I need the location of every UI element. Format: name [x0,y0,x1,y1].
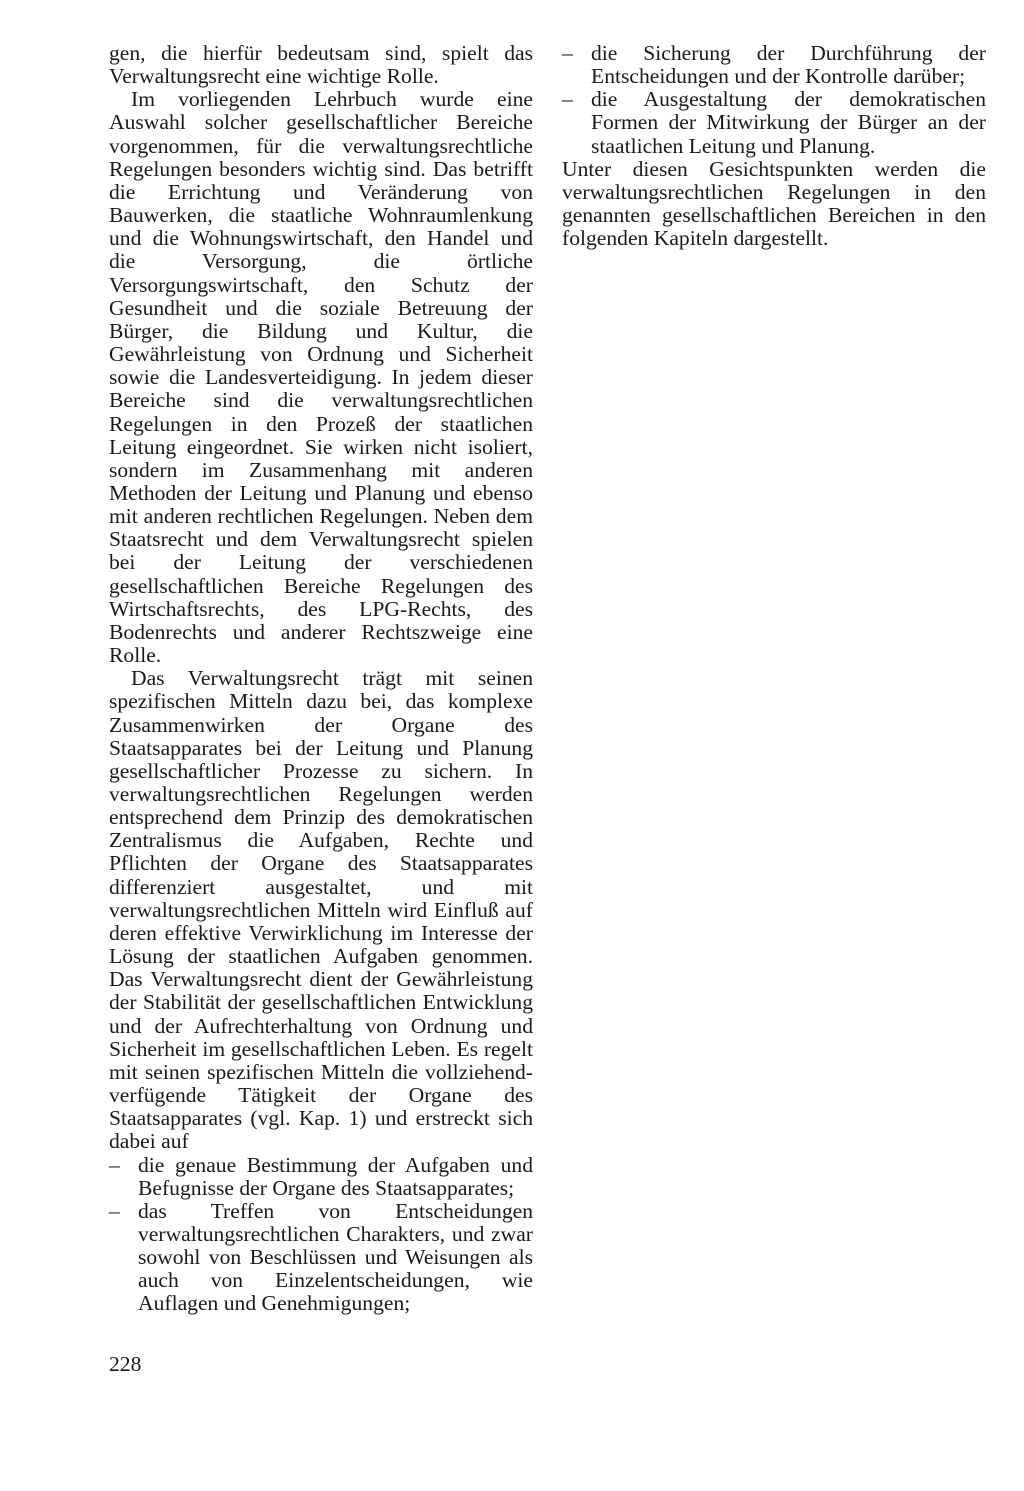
list-item [562,88,986,157]
dash-marker: – [562,41,573,65]
dash-marker: – [109,1152,120,1177]
page-number: 228 [109,1352,142,1376]
dash-marker: – [109,1198,120,1223]
list-item-text: die genaue Bestimmung der Aufgaben und Befugnisse der Organe des Staatsapparates; [138,1152,533,1200]
list-item [562,42,986,88]
paragraph: Im vorliegenden Lehrbuch wurde eine Auswahl solcher gesellschaftlicher Bereiche vorgenommen, für die verwaltungsrechtliche Regelungen besonders wichtig sind. Das betrifft die Errichtung und Veränderung von Bauwerken, die staatliche Wohnraumlenkung und die Wohnungswirtschaft, den Handel und die Versorgung, die örtliche Versorgungswirtschaft, den Schutz der Gesundheit und die soziale Betreuung der Bürger, die Bildung und Kultur, die Gewährleistung von Ordnung und Sicherheit sowie die Landesverteidigung. In jedem dieser Bereiche sind die verwaltungsrechtlichen Regelungen in den Prozeß der staatlichen Leitung eingeordnet. Sie wirken nicht isoliert, sondern im Zusammenhang mit anderen Methoden der Leitung und Planung und ebenso mit anderen rechtlichen Regelungen. Neben dem Staatsrecht und dem Verwaltungsrecht spielen bei der Leitung der verschiedenen gesellschaftlichen Bereiche Regelungen des Wirtschaftsrechts, des LPG-Rechts, des Bodenrechts und anderer Rechtszweige eine Rolle. [109,87,533,668]
bullet-list [109,1154,533,1316]
paragraph: Das Verwaltungsrecht trägt mit seinen spezifischen Mitteln dazu bei, das komplexe Zusammenwirken der Organe des Staatsapparates bei der Leitung und Planung gesellschaftlicher Prozesse zu sichern. In verwaltungsrechtlichen Regelungen werden entsprechend dem Prinzip des demokratischen Zentralismus die Aufgaben, Rechte und Pflichten der Organe des Staatsapparates differenziert ausgestaltet, und mit verwaltungsrechtlichen Mitteln wird Einfluß auf deren effektive Verwirklichung im Interesse der Lösung der staatlichen Aufgaben genommen. Das Verwaltungsrecht dient der Gewährleistung der Stabilität der gesellschaftlichen Entwicklung und der Aufrechterhaltung von Ordnung und Sicherheit im gesellschaftlichen Leben. Es regelt mit seinen spezifischen Mitteln die vollziehend-verfügende Tätigkeit der Organe des Staatsapparates (vgl. Kap. 1) und erstreckt sich dabei auf [109,666,533,1154]
list-item [109,1200,533,1316]
dash-marker: – [562,87,573,112]
list-item-text: die Sicherung der Durchführung der Entscheidungen und der Kontrolle darüber; [591,41,986,89]
left-column [109,42,533,1316]
list-item [109,1154,533,1200]
bullet-list [562,42,986,158]
right-column [562,42,986,250]
list-item-text: die Ausgestaltung der demokratischen Formen der Mitwirkung der Bürger an der staatlichen Leitung und Planung. [591,87,986,158]
paragraph: gen, die hierfür bedeutsam sind, spielt das Verwaltungsrecht eine wichtige Rolle. [109,41,533,89]
paragraph: Unter diesen Gesichtspunkten werden die verwaltungsrechtlichen Regelungen in den genannten gesellschaftlichen Bereichen in den folgenden Kapiteln dargestellt. [562,156,986,251]
list-item-text: das Treffen von Entscheidungen verwaltungsrechtlichen Charakters, und zwar sowohl von Beschlüssen und Weisungen als auch von Einzelentscheidungen, wie Auflagen und Genehmigungen; [138,1198,533,1316]
